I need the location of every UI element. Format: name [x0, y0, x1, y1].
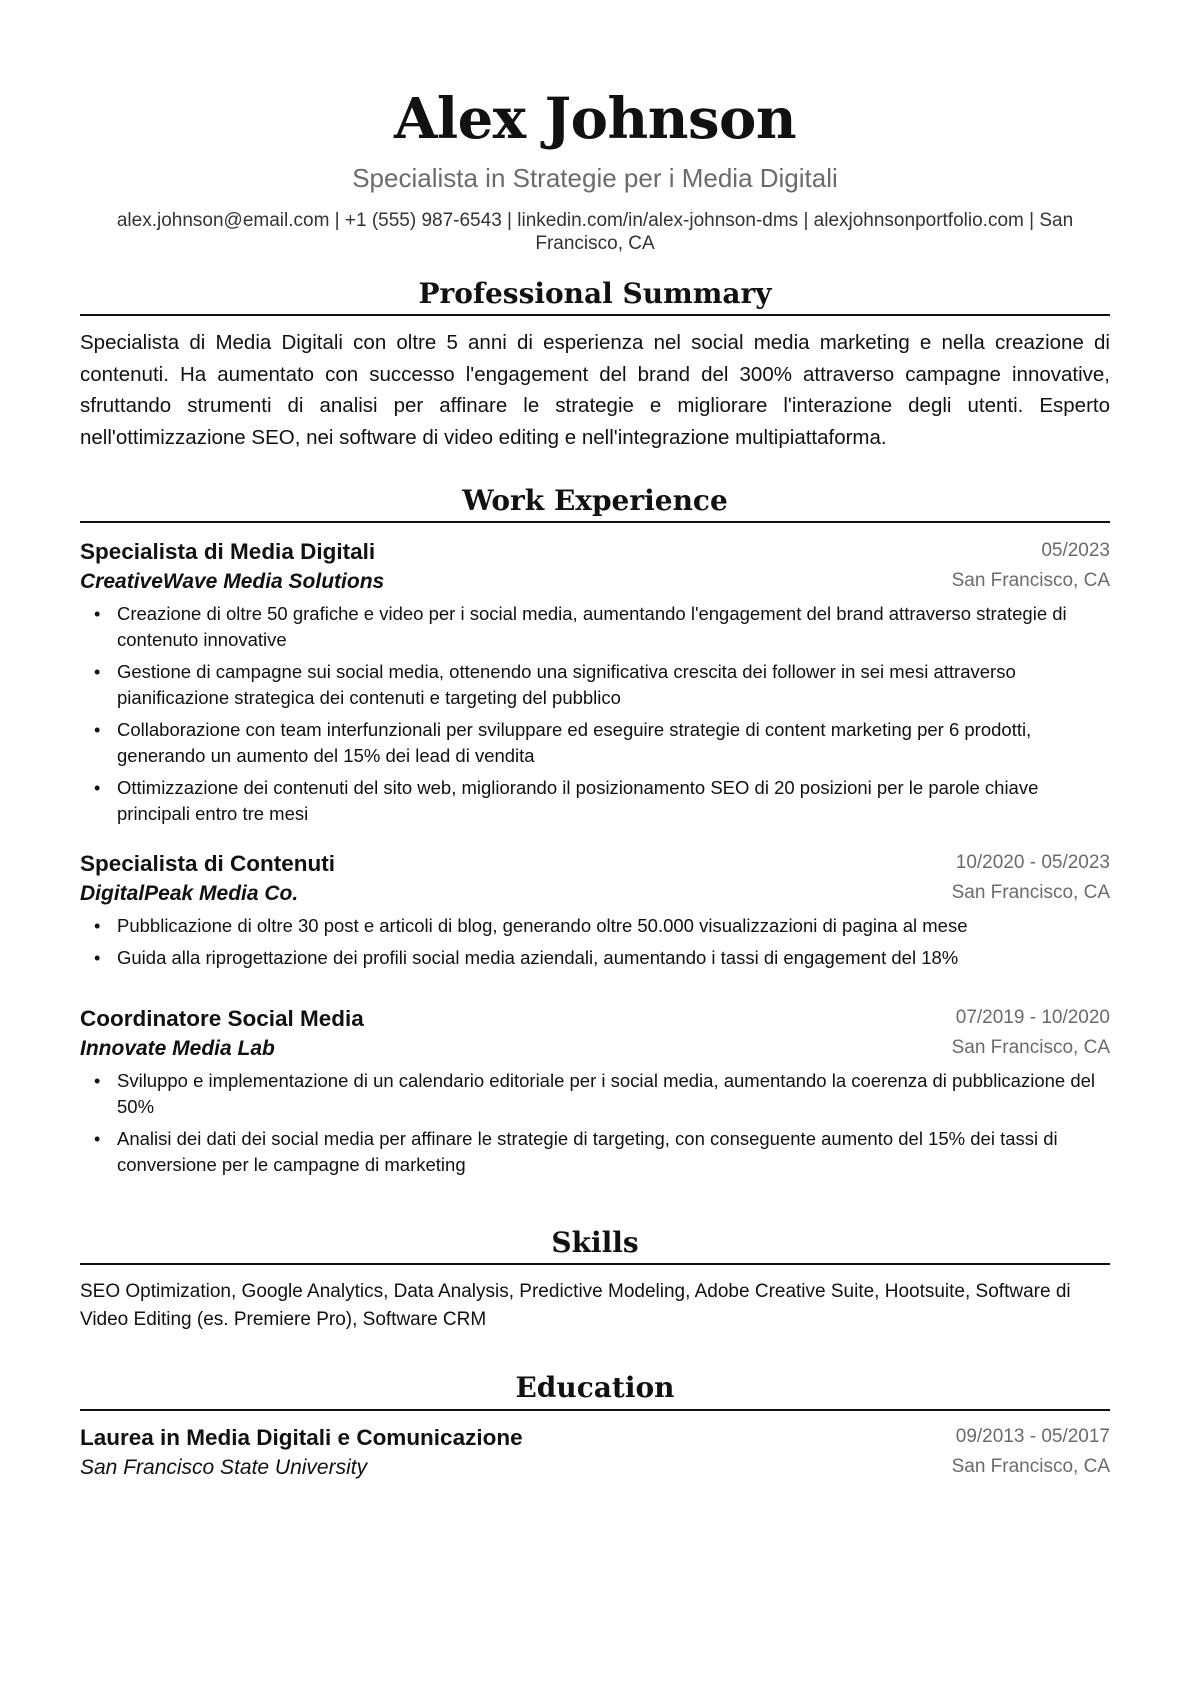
- section-divider: [80, 314, 1110, 316]
- job-entry: [80, 538, 1110, 833]
- section-title-skills: Skills: [551, 1226, 639, 1259]
- job-date: 05/2023: [1041, 540, 1110, 561]
- job-header: [80, 1005, 1110, 1063]
- contact-line: alex.johnson@email.com | +1 (555) 987-6543 | linkedin.com/in/alex-johnson-dms | alexjohnsonportfolio.com | San Francisco, CA: [116, 210, 1074, 254]
- candidate-name: Alex Johnson: [393, 86, 797, 152]
- job-location: San Francisco, CA: [951, 1037, 1110, 1058]
- job-bullet: • Gestione di campagne sui social media, ottenendo una significativa crescita dei follower in sei mesi attraverso pianificazione strategica dei contenuti e targeting del pubblico: [80, 659, 1110, 711]
- job-company: CreativeWave Media Solutions: [80, 570, 385, 593]
- job-role: Specialista di Media Digitali: [80, 539, 376, 564]
- section-title-experience: Work Experience: [462, 484, 728, 517]
- job-company: Innovate Media Lab: [80, 1037, 275, 1060]
- education-location: San Francisco, CA: [951, 1456, 1110, 1477]
- education-entry: [80, 1424, 1110, 1482]
- job-company: DigitalPeak Media Co.: [80, 882, 299, 905]
- job-bullet: • Pubblicazione di oltre 30 post e articoli di blog, generando oltre 50.000 visualizzazioni di pagina al mese: [80, 913, 1110, 939]
- job-location: San Francisco, CA: [951, 882, 1110, 903]
- job-entry: [80, 1005, 1110, 1184]
- candidate-headline: Specialista in Strategie per i Media Digitali: [352, 163, 838, 193]
- section-title-summary: Professional Summary: [418, 277, 772, 310]
- education-date: 09/2013 - 05/2017: [955, 1426, 1110, 1447]
- job-header: [80, 850, 1110, 908]
- job-bullet: • Ottimizzazione dei contenuti del sito web, migliorando il posizionamento SEO di 20 posizioni per le parole chiave principali entro tre mesi: [80, 775, 1110, 827]
- summary-text: Specialista di Media Digitali con oltre 5 anni di esperienza nel social media marketing e nella creazione di contenuti. Ha aumentato con successo l'engagement del brand del 300% attraverso campagne innovative, sfruttando strumenti di analisi per affinare le strategie e migliorare l'interazione degli utenti. Esperto nell'ottimizzazione SEO, nei software di video editing e nell'integrazione multipiattaforma.: [80, 331, 1110, 449]
- job-bullet: • Guida alla riprogettazione dei profili social media aziendali, aumentando i tassi di engagement del 18%: [80, 945, 1110, 971]
- job-bullet: • Collaborazione con team interfunzionali per sviluppare ed eseguire strategie di content marketing per 6 prodotti, generando un aumento del 15% dei lead di vendita: [80, 717, 1110, 769]
- job-bullet: • Sviluppo e implementazione di un calendario editoriale per i social media, aumentando la coerenza di pubblicazione del 50%: [80, 1068, 1110, 1120]
- job-entry: [80, 850, 1110, 977]
- job-header: [80, 538, 1110, 596]
- section-title-education: Education: [515, 1371, 675, 1404]
- job-date: 10/2020 - 05/2023: [955, 852, 1110, 873]
- job-bullet: • Creazione di oltre 50 grafiche e video per i social media, aumentando l'engagement del brand attraverso strategie di contenuto innovative: [80, 601, 1110, 653]
- job-role: Specialista di Contenuti: [80, 851, 336, 876]
- education-header: [80, 1424, 1110, 1482]
- section-divider: [80, 1409, 1110, 1411]
- education-degree: Laurea in Media Digitali e Comunicazione: [80, 1425, 523, 1450]
- job-location: San Francisco, CA: [951, 570, 1110, 591]
- skills-text: SEO Optimization, Google Analytics, Data Analysis, Predictive Modeling, Adobe Creative Suite, Hootsuite, Software di Video Editing (es. Premiere Pro), Software CRM: [80, 1281, 1071, 1330]
- section-divider: [80, 1263, 1110, 1265]
- job-bullets: [80, 601, 1110, 827]
- job-bullet: • Analisi dei dati dei social media per affinare le strategie di targeting, con conseguente aumento del 15% dei tassi di conversione per le campagne di marketing: [80, 1126, 1110, 1178]
- job-date: 07/2019 - 10/2020: [955, 1007, 1110, 1028]
- job-bullets: [80, 913, 1110, 971]
- job-role: Coordinatore Social Media: [80, 1006, 364, 1031]
- education-school: San Francisco State University: [80, 1456, 368, 1479]
- job-bullets: [80, 1068, 1110, 1178]
- section-divider: [80, 521, 1110, 523]
